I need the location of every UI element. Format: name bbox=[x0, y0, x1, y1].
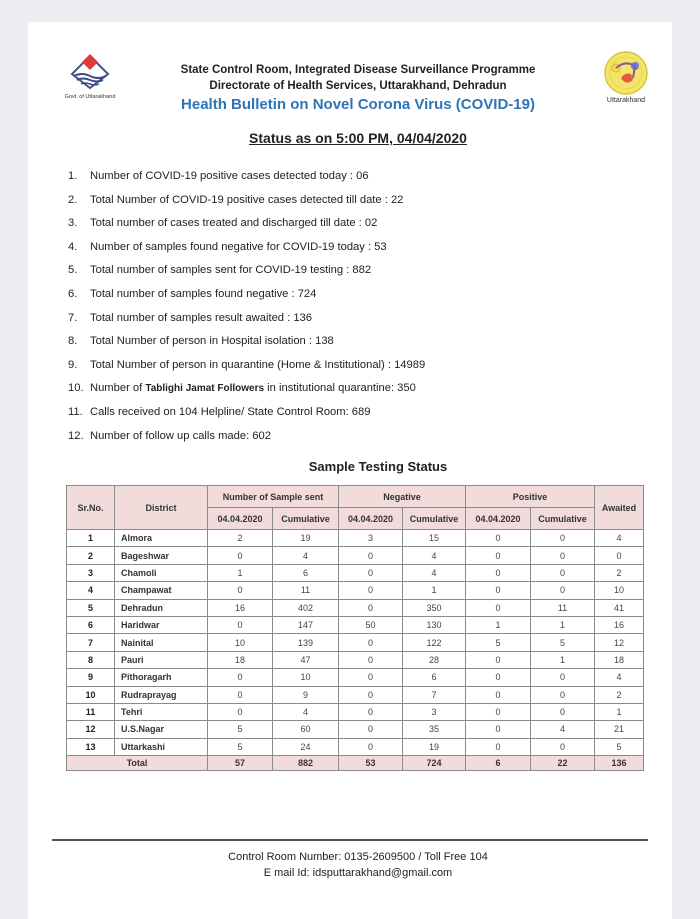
govt-emblem-icon bbox=[68, 52, 112, 92]
cell-negative-today: 0 bbox=[339, 651, 403, 668]
cell-positive-today: 0 bbox=[466, 582, 531, 599]
cell-positive-today: 0 bbox=[466, 564, 531, 581]
stat-emphasis: Tablighi Jamat Followers bbox=[145, 383, 265, 395]
cell-district: Tehri bbox=[115, 703, 208, 720]
cell-awaited: 12 bbox=[595, 634, 644, 651]
stat-text: Number of bbox=[90, 382, 146, 395]
cell-sent-cumulative: 10 bbox=[273, 669, 339, 686]
header-awaited: Awaited bbox=[595, 486, 644, 530]
cell-district: U.S.Nagar bbox=[115, 721, 208, 738]
total-negative-today: 53 bbox=[339, 756, 403, 771]
cell-negative-today: 50 bbox=[339, 616, 403, 633]
cell-sent-today: 0 bbox=[208, 703, 273, 720]
stat-text: Number of COVID-19 positive cases detected today : 06 bbox=[90, 170, 369, 182]
cell-awaited: 2 bbox=[595, 564, 644, 581]
cell-awaited: 1 bbox=[595, 703, 644, 720]
cell-positive-today: 0 bbox=[466, 686, 531, 703]
cell-sent-today: 0 bbox=[208, 669, 273, 686]
cell-sent-cumulative: 47 bbox=[273, 651, 339, 668]
cell-sent-today: 0 bbox=[208, 582, 273, 599]
stat-text-suffix: in institutional quarantine: 350 bbox=[264, 382, 416, 395]
cell-negative-cumulative: 4 bbox=[403, 547, 466, 564]
cell-positive-cumulative: 0 bbox=[531, 547, 595, 564]
total-positive-cumulative: 22 bbox=[531, 756, 595, 771]
cell-negative-today: 0 bbox=[339, 582, 403, 599]
cell-awaited: 5 bbox=[595, 738, 644, 755]
cell-positive-today: 0 bbox=[466, 547, 531, 564]
stat-number: 4. bbox=[68, 240, 78, 253]
cell-negative-today: 0 bbox=[339, 599, 403, 616]
cell-sent-today: 0 bbox=[208, 616, 273, 633]
sample-testing-table bbox=[66, 485, 644, 771]
cell-positive-today: 1 bbox=[466, 616, 531, 633]
table-row bbox=[67, 686, 644, 703]
stat-item bbox=[68, 241, 628, 265]
stat-item bbox=[68, 288, 628, 312]
table-row bbox=[67, 547, 644, 564]
cell-negative-cumulative: 130 bbox=[403, 616, 466, 633]
stat-text: Total number of samples result awaited : 136 bbox=[90, 311, 313, 324]
cell-positive-cumulative: 5 bbox=[531, 634, 595, 651]
cell-negative-today: 3 bbox=[339, 530, 403, 547]
cell-awaited: 18 bbox=[595, 651, 644, 668]
table-body bbox=[67, 530, 644, 771]
cell-sent-cumulative: 4 bbox=[273, 547, 339, 564]
stat-number: 6. bbox=[68, 287, 78, 300]
cell-positive-cumulative: 1 bbox=[531, 651, 595, 668]
table-row bbox=[67, 634, 644, 651]
table-title: Sample Testing Status bbox=[308, 459, 448, 474]
table-row bbox=[67, 564, 644, 581]
state-emblem-icon bbox=[603, 50, 649, 96]
cell-positive-today: 0 bbox=[466, 738, 531, 755]
cell-positive-today: 0 bbox=[466, 721, 531, 738]
total-negative-cumulative: 724 bbox=[403, 756, 466, 771]
header-positive: Positive bbox=[466, 486, 595, 508]
cell-district: Champawat bbox=[115, 582, 208, 599]
cell-sent-cumulative: 147 bbox=[273, 616, 339, 633]
cell-sent-today: 5 bbox=[208, 738, 273, 755]
total-awaited: 136 bbox=[595, 756, 644, 771]
cell-positive-cumulative: 0 bbox=[531, 582, 595, 599]
cell-sent-cumulative: 6 bbox=[273, 564, 339, 581]
cell-negative-cumulative: 6 bbox=[403, 669, 466, 686]
cell-sent-cumulative: 139 bbox=[273, 634, 339, 651]
cell-sent-today: 5 bbox=[208, 721, 273, 738]
cell-negative-cumulative: 28 bbox=[403, 651, 466, 668]
bulletin-title: Health Bulletin on Novel Corona Virus (COVID-19) bbox=[181, 96, 535, 113]
cell-sent-today: 0 bbox=[208, 547, 273, 564]
stat-number: 3. bbox=[68, 217, 78, 230]
cell-awaited: 2 bbox=[595, 686, 644, 703]
cell-sent-cumulative: 60 bbox=[273, 721, 339, 738]
cell-sent-cumulative: 402 bbox=[273, 599, 339, 616]
cell-negative-today: 0 bbox=[339, 738, 403, 755]
cell-sent-today: 10 bbox=[208, 634, 273, 651]
cell-negative-cumulative: 1 bbox=[403, 582, 466, 599]
cell-positive-cumulative: 0 bbox=[531, 686, 595, 703]
header-negative-cumulative: Cumulative bbox=[403, 508, 466, 530]
total-label: Total bbox=[67, 756, 208, 771]
cell-district: Dehradun bbox=[115, 599, 208, 616]
stat-number: 11. bbox=[68, 405, 83, 418]
cell-sent-cumulative: 9 bbox=[273, 686, 339, 703]
table-row bbox=[67, 599, 644, 616]
cell-district: Almora bbox=[115, 530, 208, 547]
table-total-row bbox=[67, 756, 644, 771]
cell-district: Nainital bbox=[115, 634, 208, 651]
stat-item bbox=[68, 217, 628, 241]
uttarakhand-logo bbox=[596, 50, 656, 104]
cell-positive-cumulative: 1 bbox=[531, 616, 595, 633]
header-line-2: Directorate of Health Services, Uttarakhand, Dehradun bbox=[209, 80, 507, 92]
stat-number: 8. bbox=[68, 335, 78, 348]
cell-positive-today: 5 bbox=[466, 634, 531, 651]
bulletin-page bbox=[28, 22, 672, 919]
stat-text: Total Number of COVID-19 positive cases detected till date : 22 bbox=[90, 193, 404, 206]
table-row bbox=[67, 616, 644, 633]
stat-number: 12. bbox=[68, 429, 84, 442]
footer-divider bbox=[52, 839, 648, 841]
total-sent-today: 57 bbox=[208, 756, 273, 771]
cell-positive-cumulative: 11 bbox=[531, 599, 595, 616]
status-date: Status as on 5:00 PM, 04/04/2020 bbox=[249, 130, 467, 146]
cell-sent-today: 16 bbox=[208, 599, 273, 616]
stat-item bbox=[68, 359, 628, 383]
stat-text: Total number of cases treated and discharged till date : 02 bbox=[90, 217, 378, 230]
stat-item bbox=[68, 430, 628, 454]
cell-sr-no: 13 bbox=[67, 738, 115, 755]
table-row bbox=[67, 530, 644, 547]
cell-negative-today: 0 bbox=[339, 634, 403, 651]
cell-district: Pithoragarh bbox=[115, 669, 208, 686]
stat-item bbox=[68, 170, 628, 194]
cell-sr-no: 2 bbox=[67, 547, 115, 564]
header-sr-no: Sr.No. bbox=[67, 486, 115, 530]
stat-number: 10. bbox=[68, 382, 84, 395]
table-row bbox=[67, 703, 644, 720]
header-line-1: State Control Room, Integrated Disease Surveillance Programme bbox=[180, 64, 536, 76]
cell-negative-today: 0 bbox=[339, 721, 403, 738]
cell-district: Haridwar bbox=[115, 616, 208, 633]
cell-sr-no: 9 bbox=[67, 669, 115, 686]
table-row bbox=[67, 582, 644, 599]
cell-sent-cumulative: 24 bbox=[273, 738, 339, 755]
cell-negative-today: 0 bbox=[339, 669, 403, 686]
cell-negative-cumulative: 15 bbox=[403, 530, 466, 547]
control-room-number: Control Room Number: 0135-2609500 / Toll Free 104 bbox=[228, 851, 488, 863]
cell-district: Chamoli bbox=[115, 564, 208, 581]
cell-negative-cumulative: 3 bbox=[403, 703, 466, 720]
cell-positive-today: 0 bbox=[466, 599, 531, 616]
cell-sr-no: 4 bbox=[67, 582, 115, 599]
cell-district: Pauri bbox=[115, 651, 208, 668]
stat-number: 2. bbox=[68, 193, 78, 206]
cell-sent-cumulative: 19 bbox=[273, 530, 339, 547]
cell-sent-today: 1 bbox=[208, 564, 273, 581]
table-row bbox=[67, 651, 644, 668]
cell-positive-today: 0 bbox=[466, 651, 531, 668]
header-negative-date: 04.04.2020 bbox=[339, 508, 403, 530]
cell-sr-no: 11 bbox=[67, 703, 115, 720]
cell-negative-today: 0 bbox=[339, 703, 403, 720]
cell-awaited: 41 bbox=[595, 599, 644, 616]
cell-awaited: 4 bbox=[595, 669, 644, 686]
stat-number: 5. bbox=[68, 264, 78, 277]
cell-sr-no: 5 bbox=[67, 599, 115, 616]
cell-negative-cumulative: 35 bbox=[403, 721, 466, 738]
stat-item bbox=[68, 194, 628, 218]
cell-sr-no: 12 bbox=[67, 721, 115, 738]
cell-district: Uttarkashi bbox=[115, 738, 208, 755]
stat-text: Calls received on 104 Helpline/ State Control Room: 689 bbox=[90, 405, 371, 418]
cell-negative-cumulative: 19 bbox=[403, 738, 466, 755]
cell-sent-today: 18 bbox=[208, 651, 273, 668]
right-logo-caption: Uttarakhand bbox=[606, 97, 646, 104]
cell-sent-today: 0 bbox=[208, 686, 273, 703]
table-row bbox=[67, 669, 644, 686]
total-sent-cumulative: 882 bbox=[273, 756, 339, 771]
cell-positive-today: 0 bbox=[466, 703, 531, 720]
cell-district: Rudraprayag bbox=[115, 686, 208, 703]
cell-sr-no: 8 bbox=[67, 651, 115, 668]
cell-awaited: 4 bbox=[595, 530, 644, 547]
stat-text: Total number of samples found negative : 724 bbox=[90, 287, 317, 300]
stat-item bbox=[68, 406, 628, 430]
stat-item bbox=[68, 264, 628, 288]
header-negative: Negative bbox=[339, 486, 466, 508]
stat-text: Total Number of person in quarantine (Home & Institutional) : 14989 bbox=[90, 358, 426, 371]
cell-negative-today: 0 bbox=[339, 564, 403, 581]
cell-negative-cumulative: 122 bbox=[403, 634, 466, 651]
total-positive-today: 6 bbox=[466, 756, 531, 771]
cell-district: Bageshwar bbox=[115, 547, 208, 564]
stat-number: 9. bbox=[68, 358, 78, 371]
stat-number: 7. bbox=[68, 311, 78, 324]
cell-positive-cumulative: 4 bbox=[531, 721, 595, 738]
header-sent-cumulative: Cumulative bbox=[273, 508, 339, 530]
cell-negative-today: 0 bbox=[339, 686, 403, 703]
stat-text: Total Number of person in Hospital isolation : 138 bbox=[90, 335, 334, 348]
stat-text: Number of samples found negative for COVID-19 today : 53 bbox=[90, 240, 387, 253]
header-samples-sent: Number of Sample sent bbox=[208, 486, 339, 508]
cell-awaited: 21 bbox=[595, 721, 644, 738]
cell-positive-cumulative: 0 bbox=[531, 669, 595, 686]
cell-positive-cumulative: 0 bbox=[531, 530, 595, 547]
cell-negative-cumulative: 350 bbox=[403, 599, 466, 616]
stat-item bbox=[68, 312, 628, 336]
left-logo-caption: Govt. of Uttarakhand bbox=[64, 94, 116, 100]
table-row bbox=[67, 721, 644, 738]
cell-negative-cumulative: 4 bbox=[403, 564, 466, 581]
cell-sr-no: 1 bbox=[67, 530, 115, 547]
cell-negative-cumulative: 7 bbox=[403, 686, 466, 703]
cell-awaited: 0 bbox=[595, 547, 644, 564]
cell-positive-cumulative: 0 bbox=[531, 703, 595, 720]
cell-sent-today: 2 bbox=[208, 530, 273, 547]
cell-sent-cumulative: 11 bbox=[273, 582, 339, 599]
cell-negative-today: 0 bbox=[339, 547, 403, 564]
header-district: District bbox=[115, 486, 208, 530]
stat-text: Number of follow up calls made: 602 bbox=[90, 429, 271, 442]
govt-uttarakhand-logo bbox=[58, 52, 122, 100]
cell-positive-cumulative: 0 bbox=[531, 564, 595, 581]
contact-email: E mail Id: idsputtarakhand@gmail.com bbox=[263, 867, 453, 879]
cell-awaited: 10 bbox=[595, 582, 644, 599]
stat-text: Total number of samples sent for COVID-19 testing : 882 bbox=[90, 264, 372, 277]
cell-sr-no: 7 bbox=[67, 634, 115, 651]
header-positive-date: 04.04.2020 bbox=[466, 508, 531, 530]
cell-awaited: 16 bbox=[595, 616, 644, 633]
table-row bbox=[67, 738, 644, 755]
cell-positive-cumulative: 0 bbox=[531, 738, 595, 755]
cell-sr-no: 10 bbox=[67, 686, 115, 703]
stat-item bbox=[68, 335, 628, 359]
cell-positive-today: 0 bbox=[466, 669, 531, 686]
cell-sr-no: 3 bbox=[67, 564, 115, 581]
stat-item bbox=[68, 382, 628, 406]
cell-sent-cumulative: 4 bbox=[273, 703, 339, 720]
stat-number: 1. bbox=[68, 170, 78, 182]
header-positive-cumulative: Cumulative bbox=[531, 508, 595, 530]
cell-sr-no: 6 bbox=[67, 616, 115, 633]
cell-positive-today: 0 bbox=[466, 530, 531, 547]
stats-list bbox=[68, 170, 628, 453]
header-sent-date: 04.04.2020 bbox=[208, 508, 273, 530]
